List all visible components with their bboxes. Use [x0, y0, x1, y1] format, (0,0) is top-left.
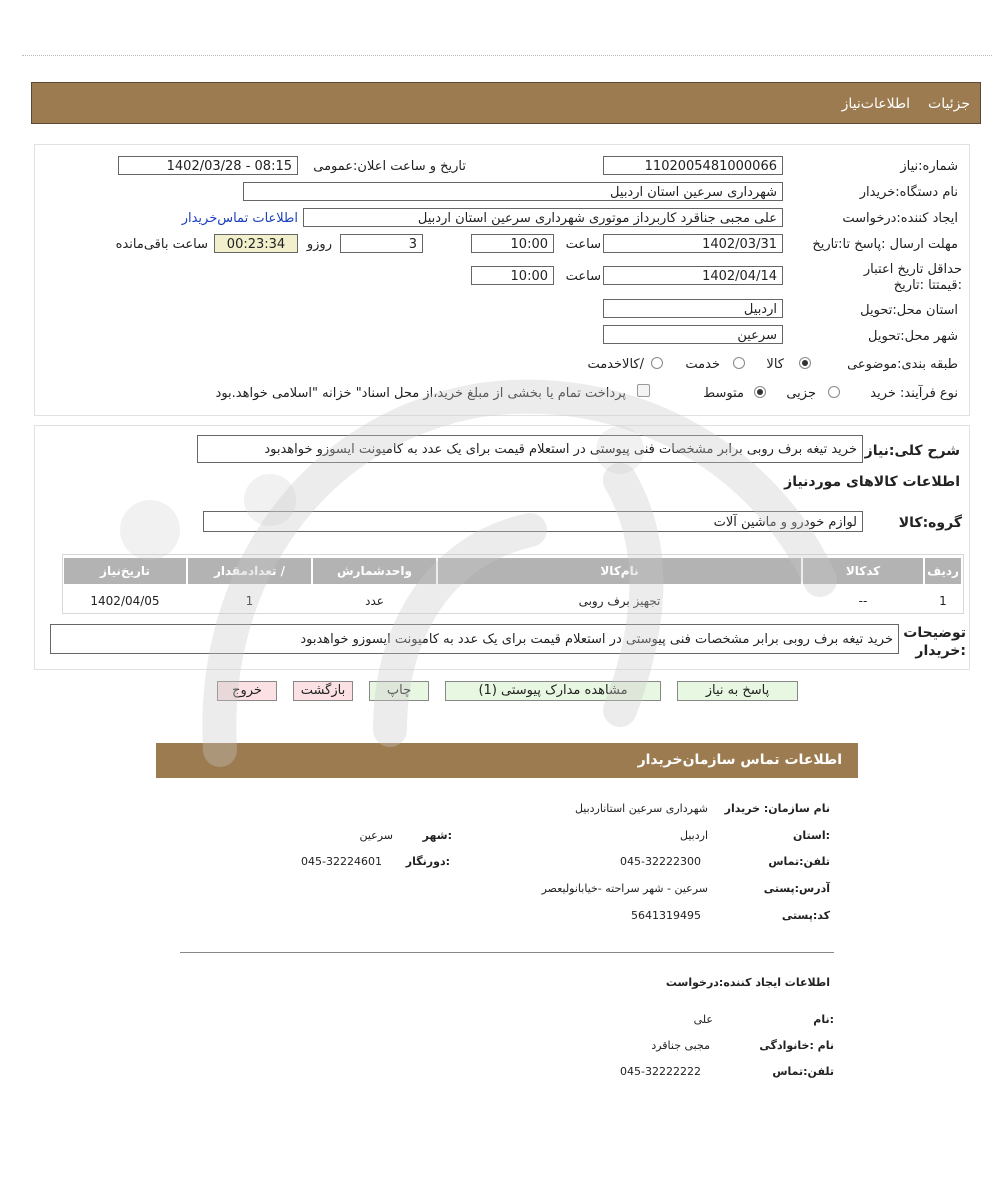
city-label: شهر محل:تحویل: [868, 329, 958, 344]
contact-province-label: :استان: [793, 829, 830, 842]
creator-label: ایجاد کننده:درخواست: [842, 211, 958, 226]
category-goods-label: کالا: [766, 357, 784, 372]
contact-address-value: سرعین - شهر سراحته -خیابانولیعصر: [541, 882, 708, 895]
buyer-contact-link[interactable]: اطلاعات تماس‌خریدار: [181, 211, 298, 226]
days-label: روزو: [306, 237, 332, 252]
cell-need-date: 1402/04/05: [90, 594, 160, 608]
process-medium-label: متوسط: [703, 386, 744, 401]
col-header-row-number: ردیف: [925, 558, 961, 584]
province-label: استان محل:تحویل: [860, 303, 958, 318]
col-header-need-date: تاریخ‌نیاز: [64, 558, 186, 584]
treasury-payment-checkbox[interactable]: [637, 384, 650, 397]
tab-details[interactable]: جزئیات: [928, 96, 970, 112]
days-field: 3: [340, 234, 423, 253]
category-goods-radio[interactable]: [799, 357, 811, 369]
col-header-goods-name: نام‌کالا: [438, 558, 801, 584]
treasury-payment-note: پرداخت تمام یا بخشی از مبلغ خرید،از محل اسناد" خزانه "اسلامی خواهد.بود: [215, 386, 626, 401]
buyer-org-label: نام دستگاه:خریدار: [859, 185, 958, 200]
contact-postal-label: کد:پستی: [781, 909, 830, 922]
validity-label: حداقل تاریخ اعتبار :قیمتتا :تاریخ: [863, 262, 962, 293]
cell-row-number: 1: [939, 594, 947, 608]
contact-city-label: :شهر: [422, 829, 452, 842]
contact-phone-value: 045-32222300: [620, 855, 701, 868]
col-header-goods-code: کدکالا: [803, 558, 923, 584]
contact-postal-value: 5641319495: [631, 909, 701, 922]
cell-quantity: 1: [245, 594, 254, 608]
buyer-contact-band: [156, 743, 858, 778]
cell-unit: عدد: [365, 594, 384, 608]
creator-family-label: نام :خانوادگی: [759, 1039, 834, 1052]
deadline-time-label: ساعت: [565, 237, 601, 252]
col-header-unit: واحدشمارش: [313, 558, 436, 584]
announce-field: 1402/03/28 - 08:15: [118, 156, 298, 175]
description-label: شرح کلی:نیاز: [864, 443, 960, 459]
need-number-field: 1102005481000066: [603, 156, 783, 175]
contact-city-value: سرعین: [359, 829, 393, 842]
category-goods-service-label: /کالاخدمت: [587, 357, 644, 372]
process-partial-radio[interactable]: [828, 386, 840, 398]
process-medium-radio[interactable]: [754, 386, 766, 398]
category-service-label: خدمت: [685, 357, 720, 372]
cell-goods-code: --: [858, 594, 868, 608]
deadline-time-field: 10:00: [471, 234, 554, 253]
need-number-label: شماره:نیاز: [900, 159, 958, 174]
contact-address-label: آدرس:پستی: [763, 882, 830, 895]
top-divider: [22, 55, 992, 56]
category-service-radio[interactable]: [733, 357, 745, 369]
creator-name-value: علی: [693, 1013, 713, 1026]
remaining-label: ساعت باقی‌مانده: [115, 237, 208, 252]
creator-family-value: مجبی جناقرد: [651, 1039, 710, 1052]
back-button[interactable]: بازگشت: [293, 681, 353, 701]
creator-phone-value: 045-32222222: [620, 1065, 701, 1078]
contact-org-label: نام سازمان: خریدار: [724, 802, 830, 815]
buyer-notes-label-line2: :خریدار: [915, 643, 966, 659]
col-header-quantity: / تعدادمقدار: [188, 558, 311, 584]
contact-fax-label: :دورنگار: [405, 855, 450, 868]
goods-group-field: لوازم خودرو و ماشین آلات: [203, 511, 863, 532]
reply-button[interactable]: پاسخ به نیاز: [677, 681, 798, 701]
creator-field: علی مجبی جناقرد کاربرداز موتوری شهرداری سرعین استان اردبیل: [303, 208, 783, 227]
header-band: [31, 82, 981, 124]
buyer-contact-title: اطلاعات تماس سازمان‌خریدار: [637, 752, 842, 768]
validity-time-label: ساعت: [565, 269, 601, 284]
city-field: سرعین: [603, 325, 783, 344]
process-partial-label: جزیی: [786, 386, 816, 401]
announce-label: تاریخ و ساعت اعلان:عمومی: [313, 159, 466, 174]
attachments-button[interactable]: مشاهده مدارک پیوستی (1): [445, 681, 661, 701]
province-field: اردبیل: [603, 299, 783, 318]
section-divider: [180, 952, 834, 953]
goods-info-title: اطلاعات کالاهای موردنیاز: [784, 474, 960, 490]
creator-info-title: اطلاعات ایجاد کننده:درخواست: [665, 976, 830, 989]
deadline-label: مهلت ارسال :پاسخ تا:تاریخ: [812, 237, 958, 252]
deadline-date-field: 1402/03/31: [603, 234, 783, 253]
contact-province-value: اردبیل: [680, 829, 708, 842]
contact-phone-label: تلفن:تماس: [768, 855, 830, 868]
buyer-notes-field: خرید تیغه برف روبی برابر مشخصات فنی پیوستی در استعلام قیمت برای یک عدد به کامیونت ایسوزو خواهدبود: [50, 624, 899, 654]
buyer-org-field: شهرداری سرعین استان اردبیل: [243, 182, 783, 201]
process-label: نوع فرآیند: خرید: [870, 386, 958, 401]
tab-need-info[interactable]: اطلاعات‌نیاز: [841, 96, 910, 112]
cell-goods-name: تجهیز برف روبی: [578, 594, 661, 608]
category-label: طبقه بندی:موضوعی: [847, 357, 958, 372]
validity-time-field: 10:00: [471, 266, 554, 285]
creator-name-label: :نام: [813, 1013, 834, 1026]
exit-button[interactable]: خروج: [217, 681, 277, 701]
goods-group-label: گروه:کالا: [898, 515, 962, 531]
print-button[interactable]: چاپ: [369, 681, 429, 701]
category-goods-service-radio[interactable]: [651, 357, 663, 369]
contact-org-value: شهرداری سرعین استاناردبیل: [574, 802, 708, 815]
validity-date-field: 1402/04/14: [603, 266, 783, 285]
creator-phone-label: تلفن:تماس: [772, 1065, 834, 1078]
remaining-time-field: 00:23:34: [214, 234, 298, 253]
buyer-notes-label: [903, 624, 966, 660]
buyer-notes-label-line1: توضیحات: [903, 625, 966, 641]
contact-fax-value: 045-32224601: [301, 855, 382, 868]
description-field: خرید تیغه برف روبی برابر مشخصات فنی پیوستی در استعلام قیمت برای یک عدد به کامیونت ایسوزو خواهدبود: [197, 435, 863, 463]
